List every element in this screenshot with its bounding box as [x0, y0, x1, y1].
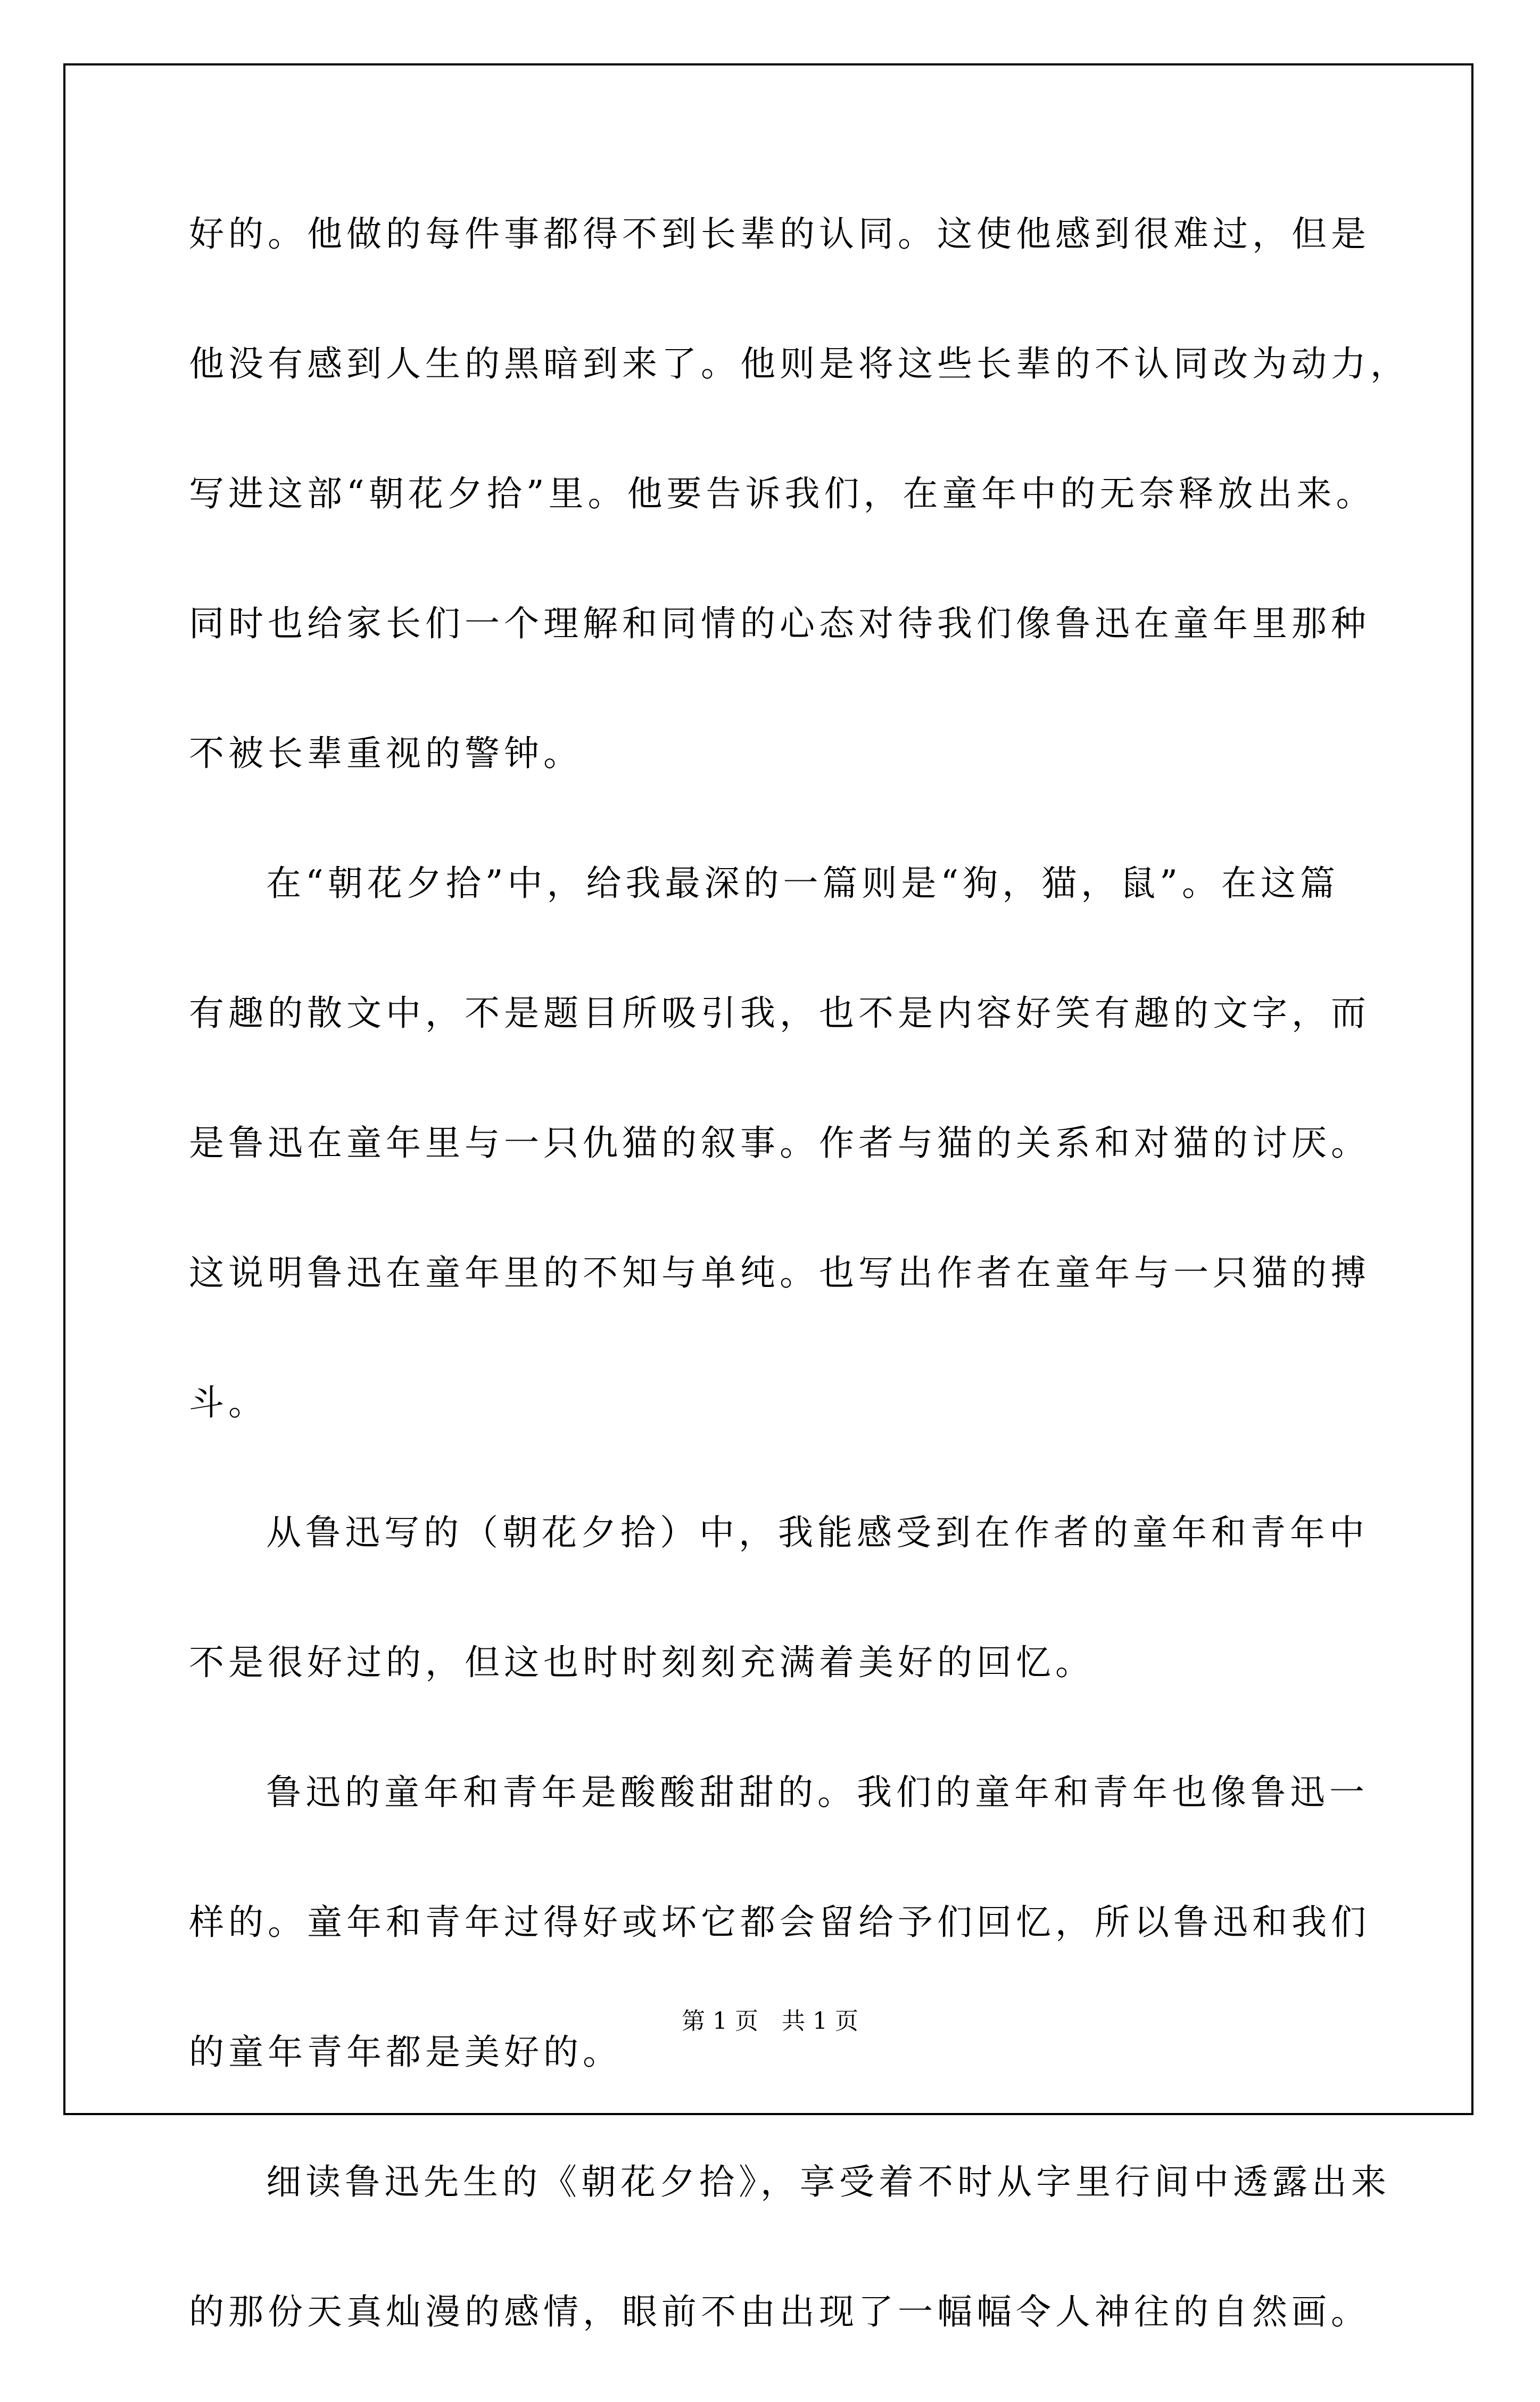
text-line: 写进这部“朝花夕拾”里。他要告诉我们，在童年中的无奈释放出来。 [189, 473, 1376, 514]
document-body [189, 194, 1410, 2402]
text-line: 斗。 [189, 1382, 268, 1423]
text-line: 不是很好过的，但这也时时刻刻充满着美好的回忆。 [189, 1642, 1095, 1683]
text-line: 不被长辈重视的警钟。 [189, 733, 583, 774]
text-line: 样的。童年和青年过得好或坏它都会留给予们回忆，所以鲁迅和我们 [189, 1902, 1370, 1943]
text-line: 他没有感到人生的黑暗到来了。他则是将这些长辈的不认同改为动力， [189, 343, 1410, 384]
paragraph-first-line: 细读鲁迅先生的《朝花夕拾》，享受着不时从字里行间中透露出来 [266, 2161, 1390, 2202]
text-line: 是鲁迅在童年里与一只仇猫的叙事。作者与猫的关系和对猫的讨厌。 [189, 1122, 1370, 1163]
text-line: 有趣的散文中，不是题目所吸引我，也不是内容好笑有趣的文字，而 [189, 993, 1370, 1034]
text-line: 的童年青年都是美好的。 [189, 2032, 622, 2073]
text-line: 这说明鲁迅在童年里的不知与单纯。也写出作者在童年与一只猫的搏 [189, 1252, 1370, 1293]
text-line: 同时也给家长们一个理解和同情的心态对待我们像鲁迅在童年里那种 [189, 603, 1370, 644]
text-line: 好的。他做的每件事都得不到长辈的认同。这使他感到很难过，但是 [189, 213, 1370, 254]
paragraph-first-line: 在“朝花夕拾”中，给我最深的一篇则是“狗，猫，鼠”。在这篇 [266, 863, 1339, 904]
text-line: 的那份天真灿漫的感情，眼前不由出现了一幅幅令人神往的自然画。 [189, 2291, 1370, 2332]
paragraph-first-line: 鲁迅的童年和青年是酸酸甜甜的。我们的童年和青年也像鲁迅一 [266, 1772, 1369, 1813]
page-number-footer: 第 1 页 共 1 页 [682, 2008, 858, 2035]
paragraph-first-line: 从鲁迅写的（朝花夕拾）中，我能感受到在作者的童年和青年中 [266, 1512, 1369, 1553]
